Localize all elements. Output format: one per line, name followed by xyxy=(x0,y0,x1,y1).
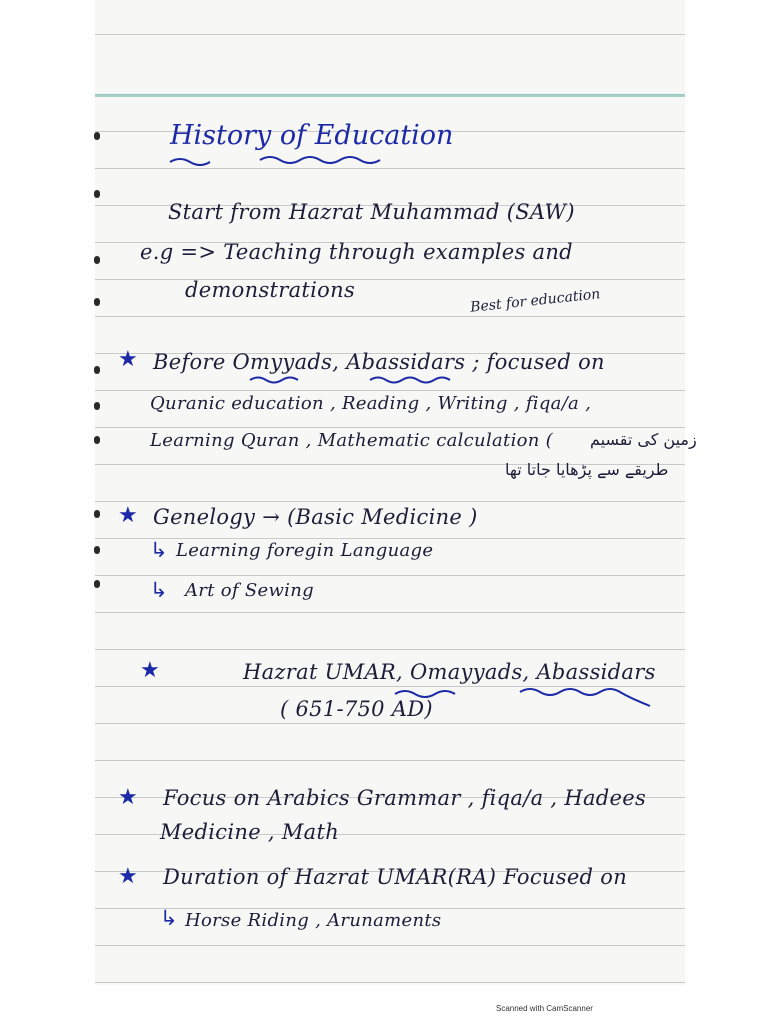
section-1-line-1: Before Omyyads, Abassidars ; focused on xyxy=(153,350,605,374)
binder-hole xyxy=(94,436,100,444)
binder-hole xyxy=(94,580,100,588)
binder-hole xyxy=(94,298,100,306)
urdu-note-2: طریقے سے پڑھایا جاتا تھا xyxy=(505,460,669,479)
section-3-line-1: Hazrat UMAR, Omayyads, Abassidars xyxy=(243,660,656,684)
section-2-line-2: Learning foregin Language xyxy=(176,540,434,561)
arrow-icon: ↳ xyxy=(150,538,168,562)
star-bullet: ★ xyxy=(118,785,138,810)
section-5-line-2: Horse Riding , Arunaments xyxy=(185,910,442,931)
arrow-icon: ↳ xyxy=(150,578,168,602)
section-1-line-3: Learning Quran , Mathematic calculation ( xyxy=(150,430,553,451)
star-bullet: ★ xyxy=(140,658,160,683)
binder-hole xyxy=(94,366,100,374)
page-title: History of Education xyxy=(170,120,454,151)
section-4-line-2: Medicine , Math xyxy=(160,820,340,844)
section-1-line-2: Quranic education , Reading , Writing , fiqa/a , xyxy=(150,393,592,414)
star-bullet: ★ xyxy=(118,347,138,372)
section-1-underline xyxy=(240,374,480,386)
star-bullet: ★ xyxy=(118,503,138,528)
section-3-line-2: ( 651-750 AD) xyxy=(280,697,433,721)
binder-hole xyxy=(94,546,100,554)
star-bullet: ★ xyxy=(118,864,138,889)
binder-hole xyxy=(94,402,100,410)
side-note: Best for education xyxy=(469,286,602,316)
scanner-watermark: Scanned with CamScanner xyxy=(496,1004,593,1013)
intro-line-2: e.g => Teaching through examples and xyxy=(140,240,573,264)
binder-hole xyxy=(94,256,100,264)
section-5-line-1: Duration of Hazrat UMAR(RA) Focused on xyxy=(163,865,628,889)
title-underline xyxy=(165,150,435,170)
urdu-note-1: زمین کی تقسیم xyxy=(590,430,697,449)
binder-hole xyxy=(94,132,100,140)
top-margin-rule xyxy=(95,94,685,97)
binder-hole xyxy=(94,510,100,518)
section-2-line-3: Art of Sewing xyxy=(185,580,314,601)
binder-hole xyxy=(94,190,100,198)
arrow-icon: ↳ xyxy=(160,906,178,930)
intro-line-3: demonstrations xyxy=(185,278,356,302)
section-2-line-1: Genelogy → (Basic Medicine ) xyxy=(153,505,478,529)
intro-line-1: Start from Hazrat Muhammad (SAW) xyxy=(168,200,575,224)
section-4-line-1: Focus on Arabics Grammar , fiqa/a , Hadees xyxy=(163,786,647,810)
